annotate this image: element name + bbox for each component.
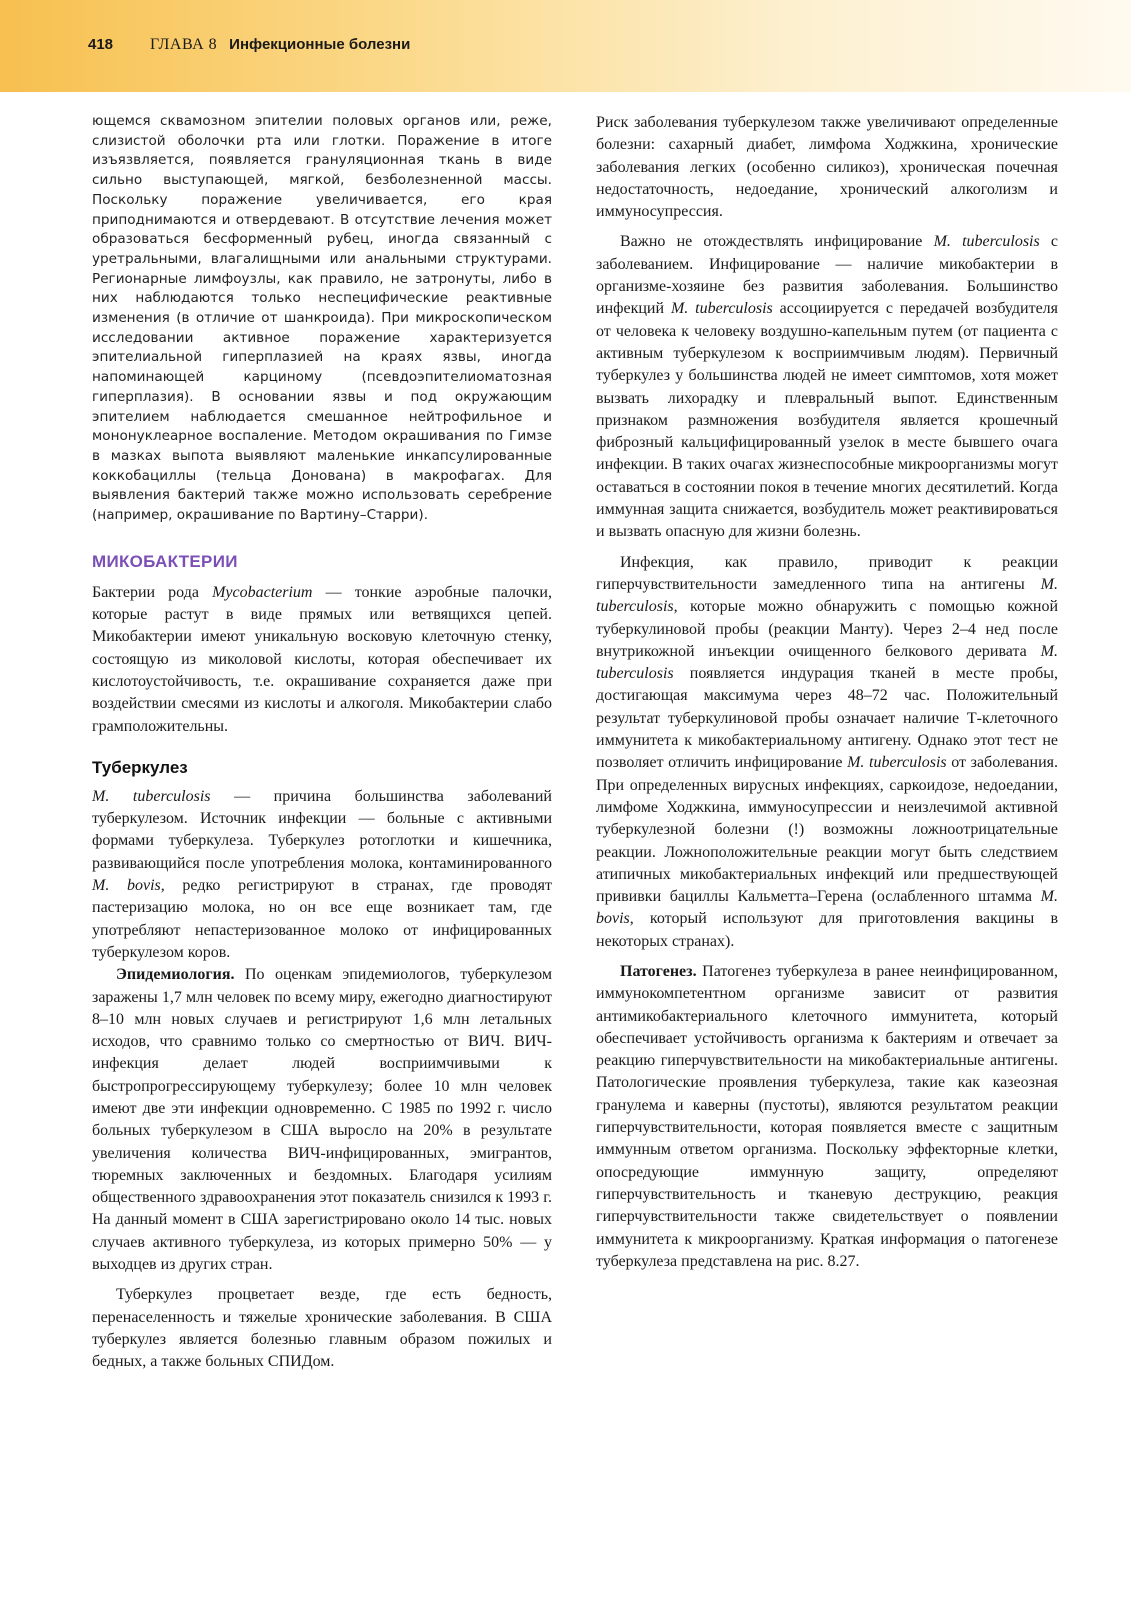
risk-paragraph: Риск заболевания туберкулезом также увеличивают определенные болезни: сахарный диабет, лимфома Ходжкина, хронические заболевания легких (особенно силикоз), хроническая почечная недостаточность, недоедание, хронический алкоголизм и иммуносупрессия. xyxy=(596,114,1058,221)
section-heading-mycobacteria: МИКОБАКТЕРИИ xyxy=(92,551,238,571)
epidemiology-paragraph: Эпидемиология. По оценкам эпидемиологов, туберкулезом заражены 1,7 млн человек по всему миру, ежегодно диагностируют 8–10 млн новых случаев и регистрируют 1,6 млн летальных исходов, что сравнимо только со смертностью от ВИЧ. ВИЧ-инфекция делает людей восприимчивыми к быстропрогрессирующему туберкулезу; более 10 млн человек имеют две эти инфекции одновременно. С 1985 по 1992 г. число больных туберкулезом в США выросло на 20% в результате увеличения количества ВИЧ-инфицированных, эмигрантов, тюремных заключенных и бездомных. Благодаря усилиям общественного здравоохранения этот показатель снизился к 1993 г. На данный момент в США зарегистрировано около 14 тыс. новых случаев активного туберкулеза, из которых примерно 50% — у выходцев из других стран. xyxy=(92,966,552,1274)
running-header xyxy=(88,36,410,60)
tuberculosis-intro-paragraph: M. tuberculosis — причина большинства заболеваний туберкулезом. Источник инфекции — больные с активными формами туберкулеза. Туберкулез ротоглотки и кишечника, развивающийся после употребления молока, контаминированного M. bovis, редко регистрируют в странах, где проводят пастеризацию молока, но он все еще возникает там, где употребляют непастеризованное молоко от инфицированных туберкулезом коров. xyxy=(92,787,552,961)
mycobacteria-paragraph: Бактерии рода Mycobacterium — тонкие аэробные палочки, которые растут в виде прямых или ветвящихся цепей. Микобактерии имеют уникальную восковую клеточную стенку, состоящую из миколовой кислоты, которая обеспечивает их кислотоустойчивость, т.е. окрашивание сохраняется даже при воздействии смесями из кислоты и алкоголя. Микобактерии слабо грамположительны. xyxy=(92,583,552,735)
page-number: 418 xyxy=(88,36,114,53)
pathogenesis-paragraph: Патогенез. Патогенез туберкулеза в ранее неинфицированном, иммунокомпетентном организме зависит от развития антимикобактериального клеточного иммунитета, который обеспечивает устойчивость организма к бактериям и отвечает за реакцию гиперчувствительности на микобактериальные антигены. Патологические проявления туберкулеза, такие как казеозная гранулема и каверны (пустоты), являются результатом реакции гиперчувствительности, которая появляется вместе с защитным иммунным ответом организма. Поскольку эффекторные клетки, опосредующие иммунную защиту, определяют гиперчувствительность и тканевую деструкцию, реакция гиперчувствительности также свидетельствует о появлении иммунитета к микроорганизму. Краткая информация о патогенезе туберкулеза представлена на рис. 8.27. xyxy=(596,962,1058,1270)
left-column xyxy=(92,112,552,1374)
right-column xyxy=(596,112,1058,1273)
chapter-label: ГЛАВА 8 xyxy=(150,36,218,53)
infection-paragraph: Важно не отождествлять инфицирование M. tuberculosis с заболеванием. Инфицирование — наличие микобактерии в организме-хозяине без развития заболевания. Большинство инфекций M. tuberculosis ассоциируется с передачей возбудителя от человека к человеку воздушно-капельным путем (от пациента с активным туберкулезом к восприимчивым людям). Первичный туберкулез у большинства людей не имеет симптомов, хотя может вызвать лихорадку и плевральный выпот. Единственным признаком размножения возбудителя является крошечный фиброзный кальцифицированный узелок в месте бывшего очага инфекции. В таких очагах жизнеспособные микроорганизмы могут оставаться в состоянии покоя в течение многих десятилетий. Когда иммунная защита снижается, возбудитель может реактивироваться и вызвать опасную для жизни болезнь. xyxy=(596,233,1059,541)
hypersensitivity-paragraph: Инфекция, как правило, приводит к реакции гиперчувствительности замедленного типа на антигены M. tuberculosis, которые можно обнаружить с помощью кожной туберкулиновой пробы (реакции Манту). Через 2–4 нед после внутрикожной инъекции очищенного белкового деривата M. tuberculosis появляется индурация тканей в месте пробы, достигающая максимума через 48–72 час. Положительный результат туберкулиновой пробы означает наличие Т-клеточного иммунитета к микобактериальному антигену. Однако этот тест не позволяет отличить инфицирование M. tuberculosis от заболевания. При определенных вирусных инфекциях, саркоидозе, недоедании, лимфоме Ходжкина, иммуносупрессии и неизлечимой активной туберкулезной болезни (!) возможны ложноотрицательные реакции. Ложноположительные реакции могут быть следствием атипичных микобактериальных инфекций или предшествующей прививки бациллы Кальметта–Герена (ослабленного штамма M. bovis, который используют для приготовления вакцины в некоторых странах). xyxy=(596,553,1058,950)
subheading-tuberculosis: Туберкулез xyxy=(92,757,188,777)
donovanosis-continuation: ющемся сквамозном эпителии половых органов или, реже, слизистой оболочки рта или глотки. Поражение в итоге изъязвляется, появляется грануляционная ткань в виде сильно выступающей, мягкой, безболезненной массы. Поскольку поражение увеличивается, его края приподнимаются и отвердевают. В отсутствие лечения может образоваться бесформенный рубец, иногда связанный с уретральными, влагалищными или анальными структурами. Регионарные лимфоузлы, как правило, не затронуты, либо в них наблюдаются только неспецифические реактивные изменения (в отличие от шанкроида). При микроскопическом исследовании активное поражение характеризуется эпителиальной гиперплазией на краях язвы, иногда напоминающей карциному (псевдоэпителиоматозная гиперплазия). В основании язвы и под окружающим эпителием наблюдается смешанное нейтрофильное и мононуклеарное воспаление. Методом окрашивания по Гимзе в мазках выпота выявляют маленькие инкапсулированные коккобациллы (тельца Донована) в макрофагах. Для выявления бактерий также можно использовать серебрение (например, окрашивание по Вартину–Старри). xyxy=(92,113,552,524)
chapter-title: Инфекционные болезни xyxy=(229,36,411,53)
poverty-paragraph: Туберкулез процветает везде, где есть бедность, перенаселенность и тяжелые хронические заболевания. В США туберкулез является болезнью главным образом пожилых и бедных, а также больных СПИДом. xyxy=(92,1286,552,1371)
